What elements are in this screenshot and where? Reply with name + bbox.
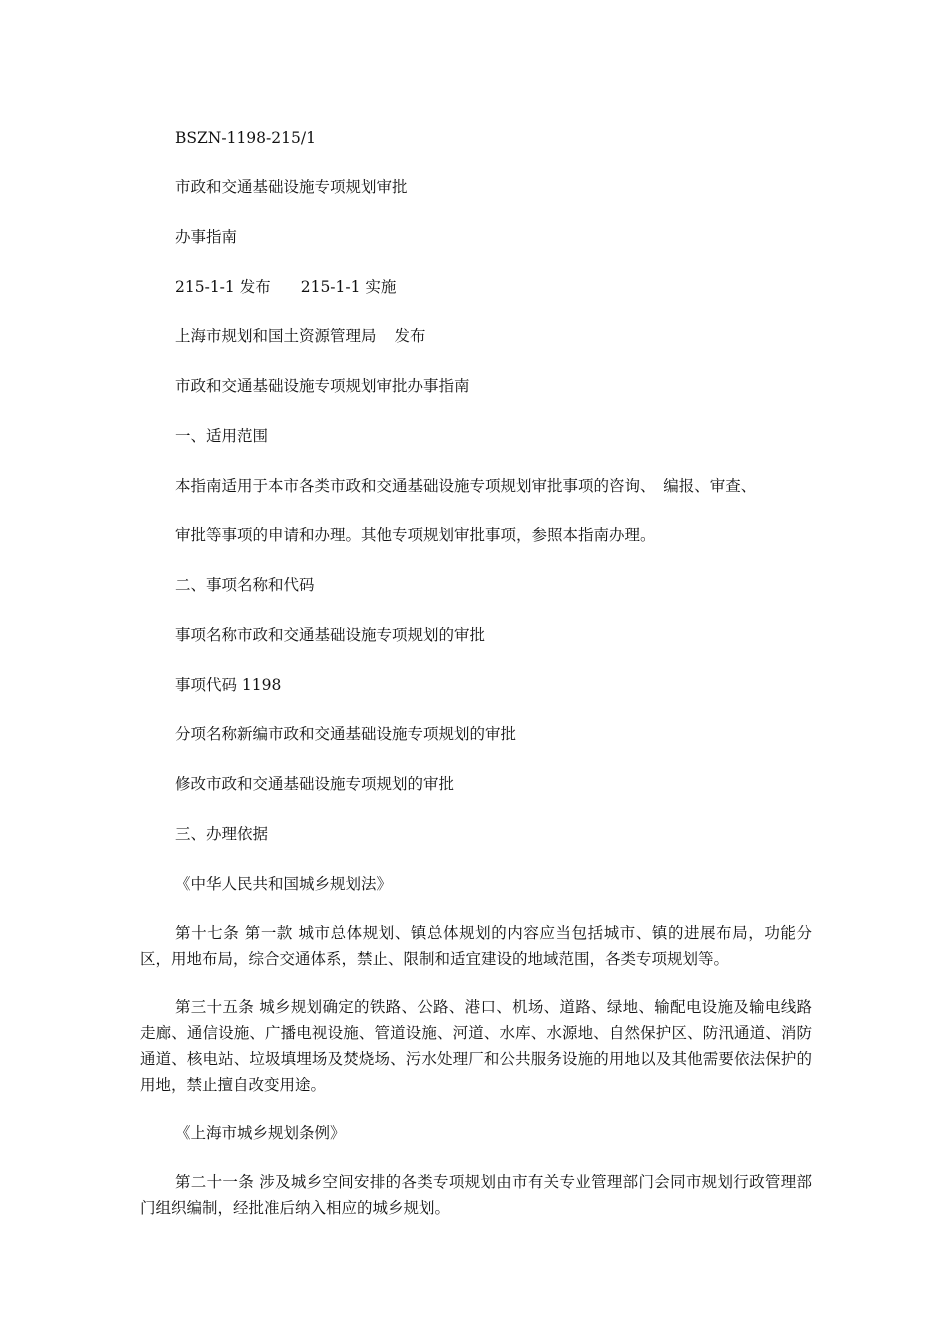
law1-article17: 第十七条 第一款 城市总体规划、镇总体规划的内容应当包括城市、镇的进展布局，功能分区，用地布局，综合交通体系，禁止、限制和适宜建设的地域范围，各类专项规划等。 [140, 924, 812, 968]
section3-heading: 三、办理依据 [175, 825, 269, 843]
issuer-line [175, 326, 426, 346]
main-title: 市政和交通基础设施专项规划审批办事指南 [175, 377, 470, 395]
law1-article35: 第三十五条 城乡规划确定的铁路、公路、港口、机场、道路、绿地、输配电设施及输电线路走廊、通信设施、广播电视设施、管道设施、河道、水库、水源地、自然保护区、防汛通道、消防通道、核电站、垃圾填埋场及焚烧场、污水处理厂和公共服务设施的用地以及其他需要依法保护的用地，禁止擅自改变用途。 [140, 998, 812, 1094]
item-code: 事项代码 1198 [175, 676, 282, 694]
law1-title: 《中华人民共和国城乡规划法》 [175, 875, 393, 893]
issuer-action: 发布 [394, 327, 426, 345]
law2-title: 《上海市城乡规划条例》 [175, 1124, 346, 1142]
implement-date: 215-1-1 实施 [300, 278, 397, 296]
sub-item-name-2: 修改市政和交通基础设施专项规划的审批 [175, 775, 455, 793]
doc-subtitle: 办事指南 [175, 228, 238, 246]
issuer-org: 上海市规划和国土资源管理局 [175, 327, 377, 345]
item-name: 事项名称市政和交通基础设施专项规划的审批 [175, 626, 486, 644]
sub-item-name: 分项名称新编市政和交通基础设施专项规划的审批 [175, 725, 517, 743]
section1-line2: 审批等事项的申请和办理。其他专项规划审批事项，参照本指南办理。 [175, 526, 656, 544]
publish-date: 215-1-1 发布 [175, 278, 271, 296]
section1-line1: 本指南适用于本市各类市政和交通基础设施专项规划审批事项的咨询、 编报、审查、 [175, 477, 757, 495]
doc-title: 市政和交通基础设施专项规划审批 [175, 178, 408, 196]
law2-article21: 第二十一条 涉及城乡空间安排的各类专项规划由市有关专业管理部门会同市规划行政管理部门组织编制，经批准后纳入相应的城乡规划。 [140, 1173, 812, 1217]
section1-heading: 一、适用范围 [175, 427, 269, 445]
date-line [175, 277, 396, 297]
doc-code: BSZN-1198-215/1 [175, 129, 316, 147]
section2-heading: 二、事项名称和代码 [175, 576, 315, 594]
